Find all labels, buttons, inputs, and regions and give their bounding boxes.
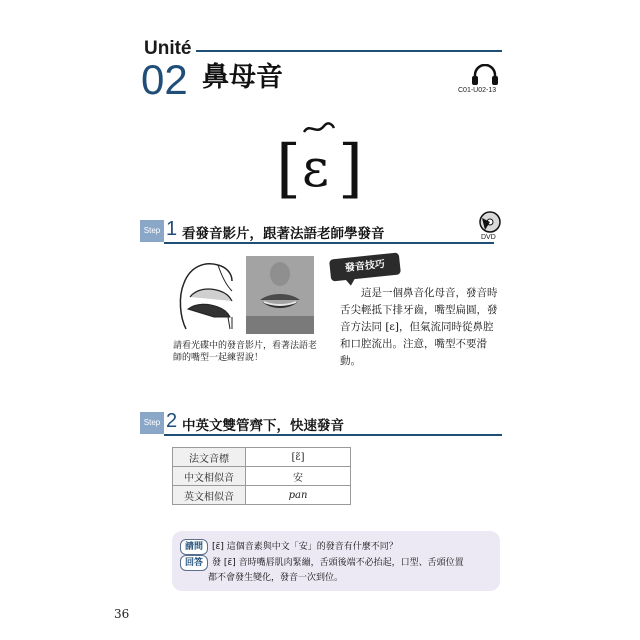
answer-text-1: 發 [ɛ̃] 音時嘴唇肌肉緊繃，舌頭後端不必抬起，口型、舌頭位置 xyxy=(212,558,464,568)
unit-number: 02 xyxy=(141,56,188,103)
svg-text:]: ] xyxy=(338,132,363,202)
step2-header xyxy=(140,412,502,438)
svg-text:ɛ: ɛ xyxy=(302,139,329,199)
answer-label: 回答 xyxy=(180,555,208,571)
step1-rule xyxy=(164,242,494,244)
step2-rule xyxy=(164,434,502,436)
table-row xyxy=(173,486,351,505)
video-caption: 請看光碟中的發音影片，看著法語老師的嘴型一起練習說！ xyxy=(173,341,318,363)
phoneme-comparison-table xyxy=(172,447,351,505)
step2-tag: Step xyxy=(140,412,164,434)
table-value: [ɛ̃] xyxy=(246,448,351,467)
pronunciation-tip-badge: 發音技巧 xyxy=(329,252,401,281)
table-row xyxy=(173,448,351,467)
dvd-icon[interactable] xyxy=(478,210,502,234)
table-label: 法文音標 xyxy=(173,448,246,467)
audio-track-code: C01-U02-13 xyxy=(458,87,497,94)
step1-title: 看發音影片，跟著法語老師學發音 xyxy=(182,226,385,242)
step1-tag: Step xyxy=(140,220,164,242)
unit-title: 鼻母音 xyxy=(202,62,283,93)
qa-box xyxy=(172,531,500,591)
table-label: 英文相似音 xyxy=(173,486,246,505)
svg-text:[: [ xyxy=(276,132,301,202)
step2-number: 2 xyxy=(166,410,178,432)
headphones-icon[interactable] xyxy=(470,64,500,86)
page-number: 36 xyxy=(114,607,130,621)
step2-title: 中英文雙管齊下，快速發音 xyxy=(182,418,344,434)
step1-header xyxy=(140,220,502,246)
question-line xyxy=(180,539,398,555)
header-rule xyxy=(196,50,502,52)
phoneme-symbol xyxy=(274,112,366,202)
mouth-photo xyxy=(246,256,314,334)
question-text: [ɛ̃] 這個音素與中文「安」的發音有什麼不同？ xyxy=(212,542,398,552)
mouth-cross-section-diagram xyxy=(174,257,236,333)
answer-text-2: 都不會發生變化，發音一次到位。 xyxy=(208,573,344,583)
unite-label: Unité xyxy=(144,38,192,59)
table-value: 安 xyxy=(246,467,351,486)
table-row xyxy=(173,467,351,486)
question-label: 請問 xyxy=(180,539,208,555)
table-label: 中文相似音 xyxy=(173,467,246,486)
answer-line xyxy=(180,555,464,571)
step1-number: 1 xyxy=(166,218,178,240)
table-value: pan xyxy=(246,486,351,505)
pronunciation-tip-text: 這是一個鼻音化母音，發音時舌尖輕抵下排牙齒，嘴型扁圓，發音方法同 [ɛ]，但氣流同時從鼻腔和口腔流出。注意，嘴型不要滑動。 xyxy=(340,287,498,367)
dvd-label: DVD xyxy=(481,234,496,241)
